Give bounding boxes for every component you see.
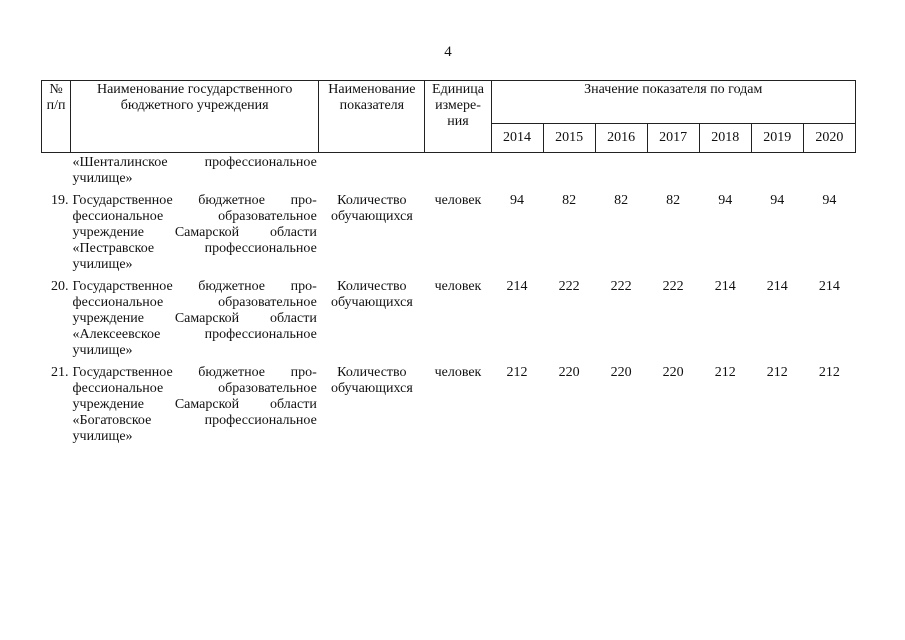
row-value: 212 [506, 365, 528, 380]
row-institution-name: Государственное бюджетное про-фессиональное образовательное учреждение Самарской области «Богатовское профессиональное училище» [72, 365, 317, 444]
header-number: № п/п [42, 81, 71, 153]
header-year: 2019 [751, 124, 803, 153]
row-unit: человек [434, 193, 482, 208]
row-number: 20. [51, 279, 69, 294]
row-unit: человек [434, 365, 482, 380]
header-unit: Единица измере-ния [425, 81, 491, 153]
row-value: 220 [610, 365, 632, 380]
row-number: 21. [51, 365, 69, 380]
header-institution: Наименование государственного бюджетного учреждения [71, 81, 319, 153]
row-value: 214 [766, 279, 788, 294]
row-value: 222 [558, 279, 580, 294]
row-value: 214 [714, 279, 736, 294]
header-year: 2014 [491, 124, 543, 153]
row-value: 82 [562, 193, 577, 208]
table-body [42, 153, 856, 446]
table-row [42, 187, 856, 273]
header-year: 2015 [543, 124, 595, 153]
indicators-table [41, 80, 856, 445]
header-values-group: Значение показателя по годам [491, 81, 855, 124]
table-row-continuation [42, 153, 856, 188]
row-value: 94 [510, 193, 525, 208]
row-indicator: Количество обучающихся [330, 365, 413, 396]
row-value: 212 [714, 365, 736, 380]
page-number: 4 [444, 44, 452, 60]
row-continuation-name: «Шенталинское профессиональное училище» [72, 155, 317, 186]
header-year: 2016 [595, 124, 647, 153]
row-value: 94 [770, 193, 785, 208]
table-row [42, 273, 856, 359]
row-value: 222 [662, 279, 684, 294]
row-value: 212 [818, 365, 840, 380]
row-value: 222 [610, 279, 632, 294]
table-header [42, 81, 856, 153]
row-value: 214 [818, 279, 840, 294]
row-value: 94 [718, 193, 733, 208]
row-number: 19. [51, 193, 69, 208]
row-value: 214 [506, 279, 528, 294]
row-unit: человек [434, 279, 482, 294]
row-indicator: Количество обучающихся [330, 193, 413, 224]
header-year: 2020 [803, 124, 855, 153]
row-value: 94 [822, 193, 837, 208]
table-row [42, 359, 856, 445]
row-institution-name: Государственное бюджетное про-фессиональное образовательное учреждение Самарской области «Пестравское профессиональное училище» [72, 193, 317, 272]
row-value: 82 [614, 193, 629, 208]
header-indicator: Наименование показателя [319, 81, 425, 153]
row-value: 220 [662, 365, 684, 380]
row-institution-name: Государственное бюджетное про-фессиональное образовательное учреждение Самарской области «Алексеевское профессиональное училище» [72, 279, 317, 358]
row-value: 82 [666, 193, 681, 208]
row-indicator: Количество обучающихся [330, 279, 413, 310]
row-value: 212 [766, 365, 788, 380]
header-year: 2018 [699, 124, 751, 153]
row-value: 220 [558, 365, 580, 380]
header-year: 2017 [647, 124, 699, 153]
